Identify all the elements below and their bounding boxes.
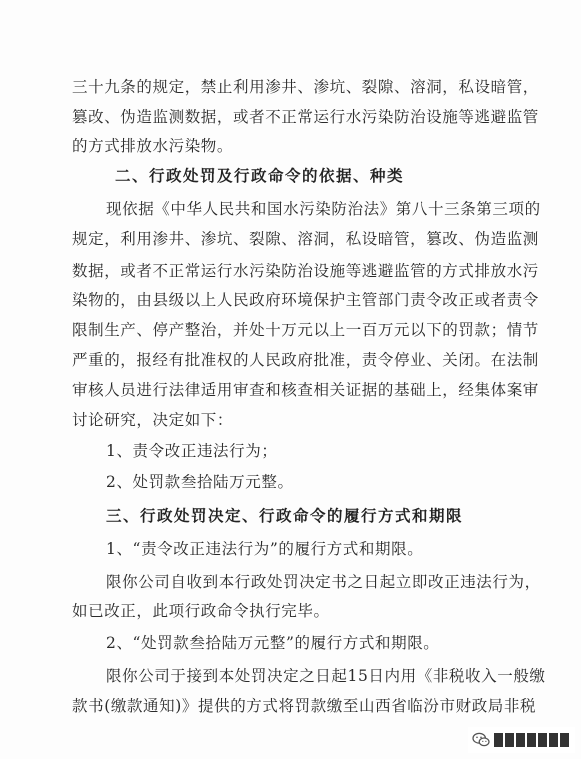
watermark [468,727,575,753]
text-line: 的方式排放水污染物。 [72,137,234,155]
section-heading: 二、行政处罚及行政命令的依据、种类 [115,166,405,185]
text-line: 染物的，由县级以上人民政府环境保护主管部门责令改正或者责令 [72,291,539,309]
text-line: 款书(缴款通知)》提供的方式将罚款缴至山西省临汾市财政局非税 [72,697,537,715]
decision-item: 2、处罚款叁拾陆万元整。 [106,473,294,491]
watermark-redacted-text [494,733,569,747]
section-heading: 三、行政处罚决定、行政命令的履行方式和期限 [106,506,464,525]
text-line: 严重的，报经有批准权的人民政府批准，责令停业、关闭。在法制 [72,351,539,369]
wechat-icon [472,732,490,748]
text-line: 限制生产、停产整治，并处十万元以上一百万元以下的罚款；情节 [72,321,539,339]
subsection-title: 1、“责令改正违法行为”的履行方式和期限。 [106,540,424,558]
text-line: 三十九条的规定，禁止利用渗井、渗坑、裂隙、溶洞，私设暗管， [72,78,539,96]
text-line: 如已改正，此项行政命令执行完毕。 [72,602,330,620]
text-line: 篡改、伪造监测数据，或者不正常运行水污染防治设施等逃避监管 [72,108,539,126]
text-line: 限你公司于接到本处罚决定之日起15日内用《非税收入一般缴 [106,667,546,685]
text-line: 审核人员进行法律适用审查和核查相关证据的基础上，经集体案审 [72,381,539,399]
subsection-title: 2、“处罚款叁拾陆万元整”的履行方式和期限。 [106,634,440,652]
text-line: 讨论研究，决定如下： [72,411,234,429]
text-line: 规定，利用渗井、渗坑、裂隙、溶洞，私设暗管，篡改、伪造监测 [72,230,539,248]
text-line: 限你公司自收到本行政处罚决定书之日起立即改正违法行为， [106,573,541,591]
decision-item: 1、责令改正违法行为； [106,442,278,460]
text-line: 现依据《中华人民共和国水污染防治法》第八十三条第三项的 [106,200,541,218]
text-line: 数据，或者不正常运行水污染防治设施等逃避监管的方式排放水污 [72,262,539,280]
